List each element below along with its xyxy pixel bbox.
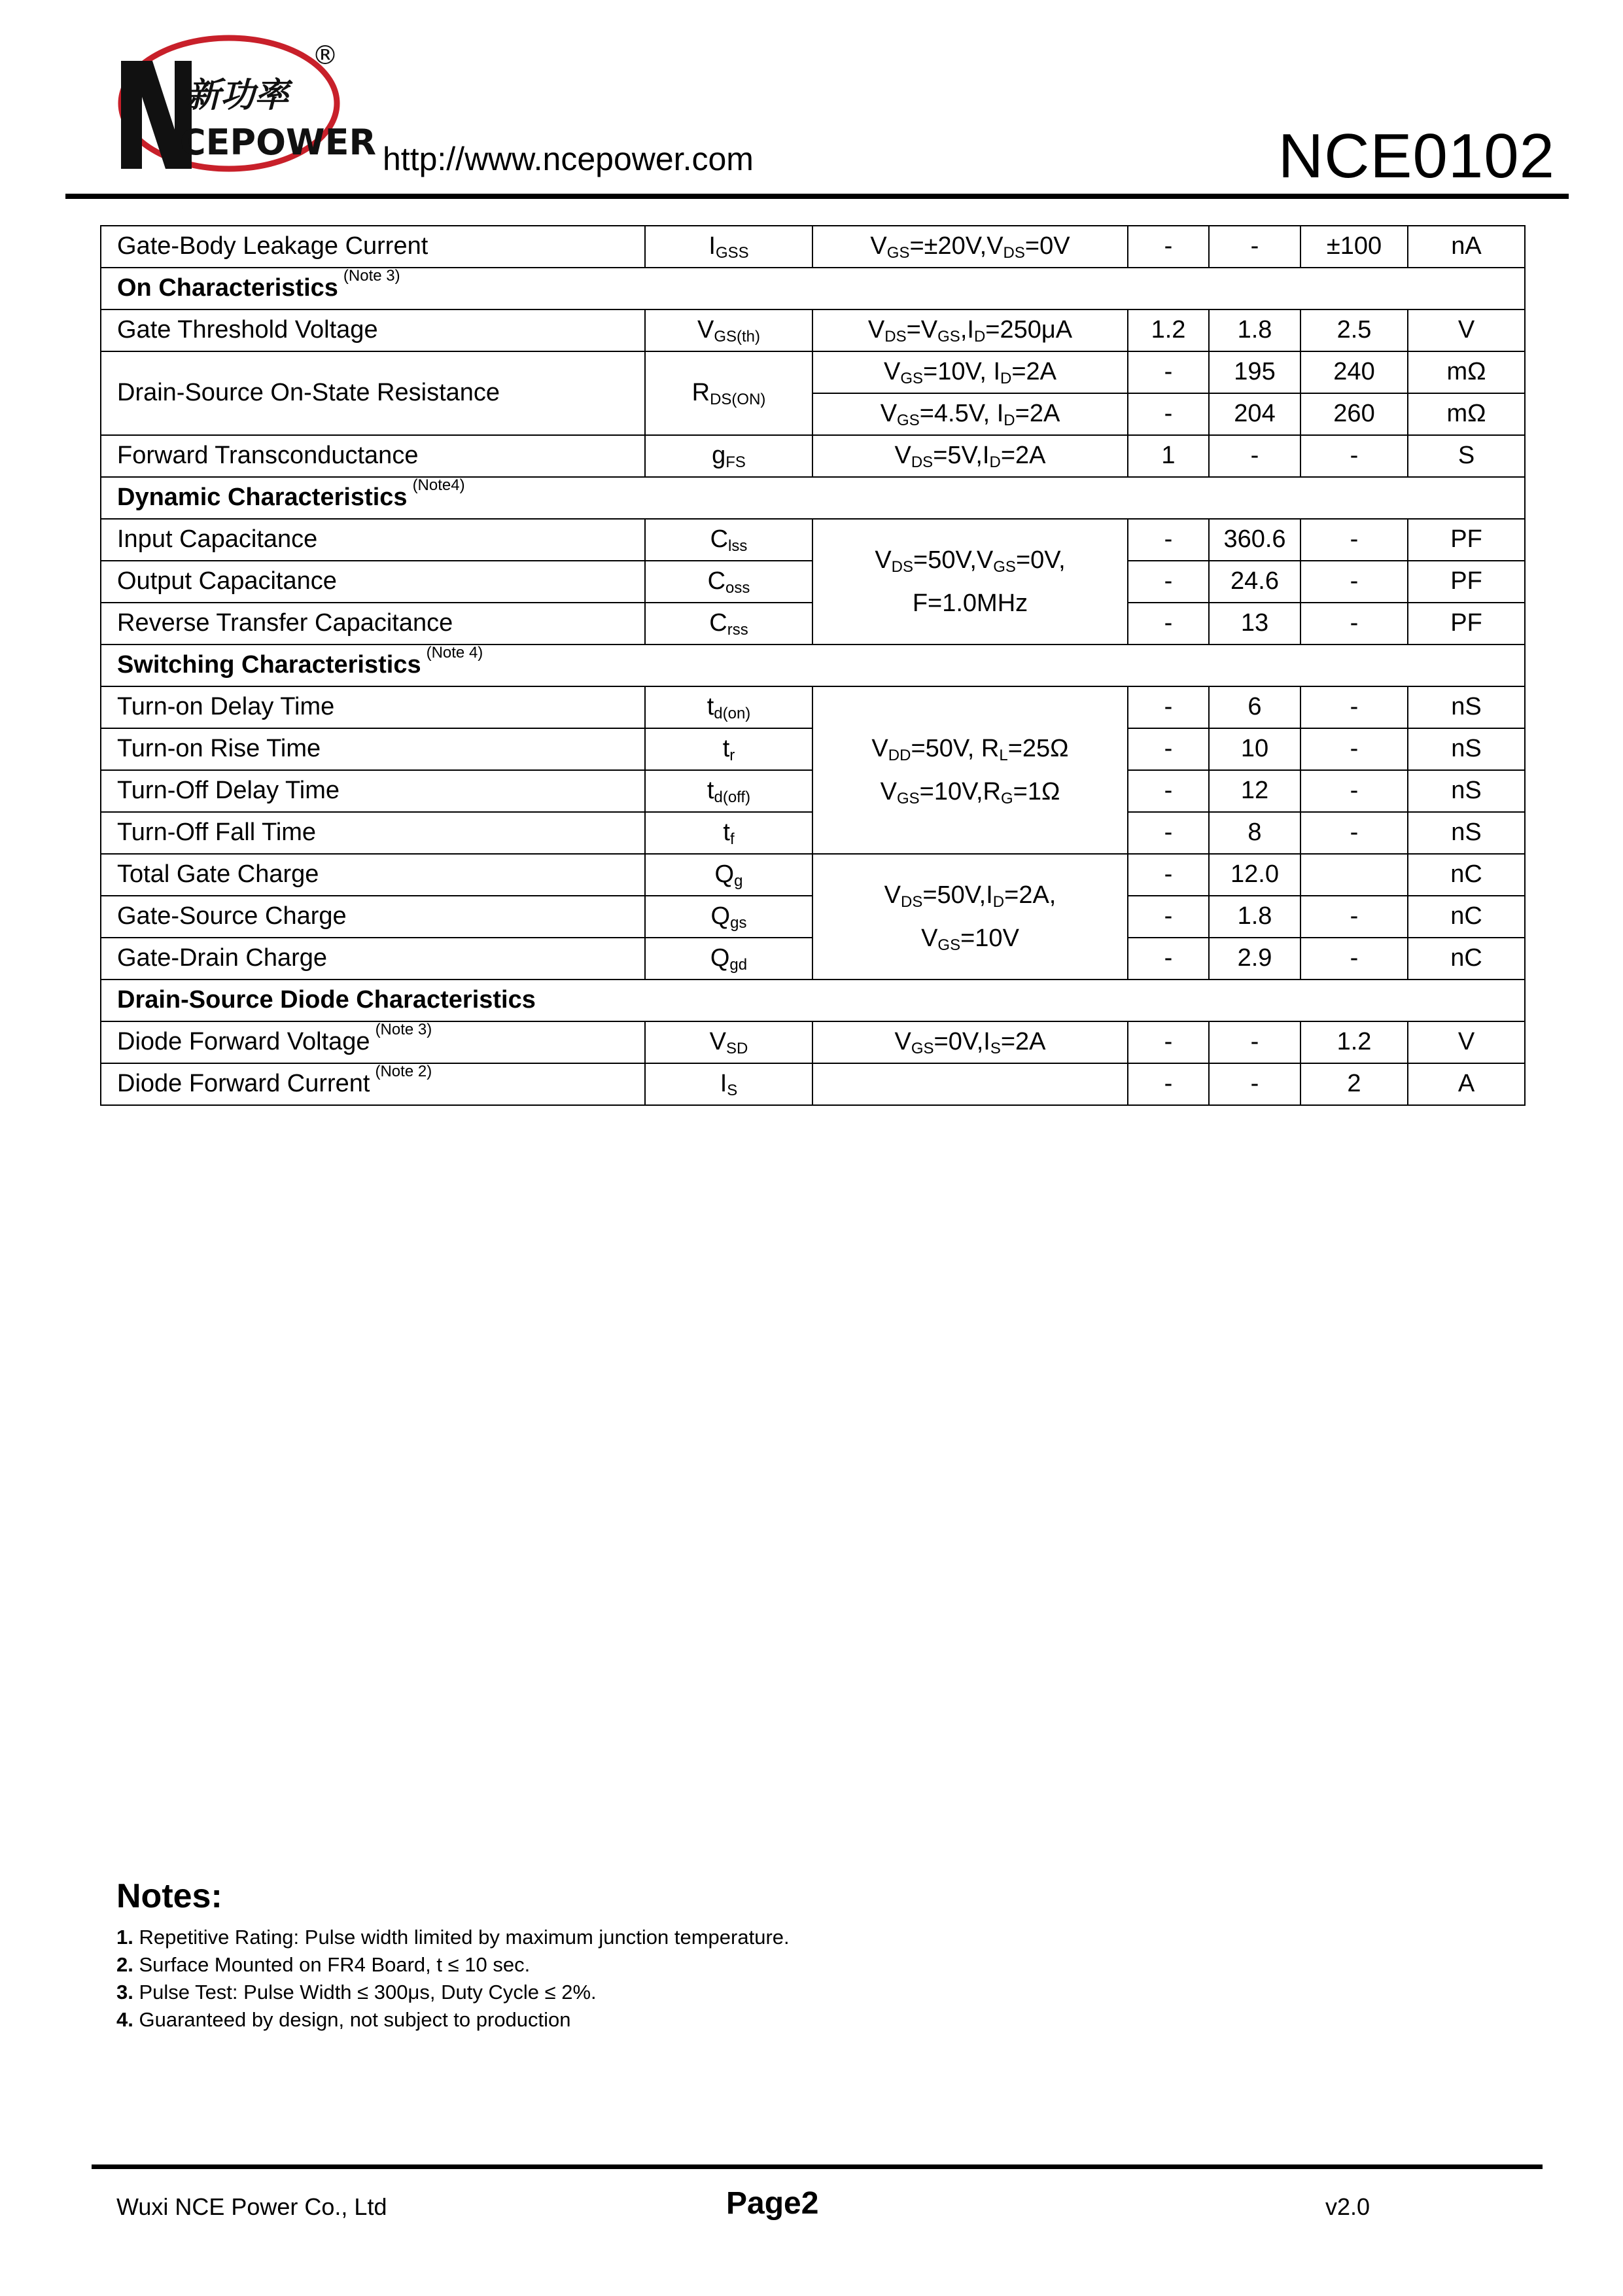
unit: nS	[1408, 686, 1525, 728]
condition: $V_{GS}=0V,I_S=2A$	[812, 1021, 1128, 1063]
min-value: -	[1128, 393, 1209, 435]
min-value: -	[1128, 812, 1209, 854]
max-value: 1.2	[1300, 1021, 1408, 1063]
max-value: 2.5	[1300, 309, 1408, 351]
notes-title: Notes:	[116, 1877, 222, 1915]
table-row	[101, 1063, 1525, 1105]
min-value: -	[1128, 770, 1209, 812]
section-row	[101, 645, 1525, 686]
section-row	[101, 477, 1525, 519]
param-name: Gate-Drain Charge	[101, 938, 645, 980]
symbol: $V_{SD}$	[645, 1021, 812, 1063]
typ-value: -	[1209, 1063, 1300, 1105]
website-url[interactable]: http://www.ncepower.com	[383, 141, 754, 177]
condition: $V_{DS}=V_{GS},I_D=250\mu A$	[812, 309, 1128, 351]
min-value: -	[1128, 854, 1209, 896]
param-name: Gate Threshold Voltage	[101, 309, 645, 351]
typ-value: 360.6	[1209, 519, 1300, 561]
typ-value: 6	[1209, 686, 1300, 728]
min-value: -	[1128, 603, 1209, 645]
section-heading: Drain-Source Diode Characteristics	[101, 980, 1525, 1021]
svg-text:®: ®	[312, 41, 338, 71]
param-name: Drain-Source On-State Resistance	[101, 351, 645, 435]
param-name: Gate-Source Charge	[101, 896, 645, 938]
min-value: -	[1128, 728, 1209, 770]
max-value: -	[1300, 728, 1408, 770]
min-value: -	[1128, 519, 1209, 561]
typ-value: 12.0	[1209, 854, 1300, 896]
max-value: -	[1300, 686, 1408, 728]
typ-value: 10	[1209, 728, 1300, 770]
typ-value: -	[1209, 1021, 1300, 1063]
unit: nS	[1408, 728, 1525, 770]
min-value: -	[1128, 561, 1209, 603]
symbol: $Q_{gd}$	[645, 938, 812, 980]
unit: nA	[1408, 226, 1525, 268]
min-value: -	[1128, 1021, 1209, 1063]
param-name: Total Gate Charge	[101, 854, 645, 896]
symbol: $R_{DS(ON)}$	[645, 351, 812, 435]
symbol: $C_{oss}$	[645, 561, 812, 603]
max-value	[1300, 854, 1408, 896]
company-logo	[114, 31, 377, 188]
section-heading: On Characteristics $^{(Note 3)}$	[101, 268, 1525, 309]
typ-value: 13	[1209, 603, 1300, 645]
unit: S	[1408, 435, 1525, 477]
note-item: 1. Repetitive Rating: Pulse width limited by maximum junction temperature.	[116, 1926, 790, 1949]
table-row	[101, 435, 1525, 477]
typ-value: 12	[1209, 770, 1300, 812]
min-value: -	[1128, 1063, 1209, 1105]
typ-value: 204	[1209, 393, 1300, 435]
condition: $V_{DS}=50V,V_{GS}=0V$, F=1.0MHz	[812, 519, 1128, 645]
notes-list	[116, 1924, 790, 2034]
table-row	[101, 226, 1525, 268]
symbol: $C_{lss}$	[645, 519, 812, 561]
max-value: -	[1300, 938, 1408, 980]
typ-value: 1.8	[1209, 896, 1300, 938]
min-value: -	[1128, 686, 1209, 728]
symbol: $V_{GS(th)}$	[645, 309, 812, 351]
unit: A	[1408, 1063, 1525, 1105]
max-value: 260	[1300, 393, 1408, 435]
unit: nC	[1408, 854, 1525, 896]
unit: mΩ	[1408, 351, 1525, 393]
footer-company: Wuxi NCE Power Co., Ltd	[116, 2193, 387, 2220]
document-version: v2.0	[1325, 2193, 1370, 2220]
table-row	[101, 351, 1525, 393]
max-value: 2	[1300, 1063, 1408, 1105]
table-row	[101, 309, 1525, 351]
param-name: Turn-on Rise Time	[101, 728, 645, 770]
max-value: -	[1300, 603, 1408, 645]
svg-text:CEPOWER: CEPOWER	[180, 122, 377, 163]
table-row	[101, 519, 1525, 561]
header-divider	[65, 194, 1569, 199]
typ-value: -	[1209, 435, 1300, 477]
typ-value: 195	[1209, 351, 1300, 393]
param-name: Diode Forward Voltage $^{(Note 3)}$	[101, 1021, 645, 1063]
typ-value: 2.9	[1209, 938, 1300, 980]
section-heading: Dynamic Characteristics $^{(Note4)}$	[101, 477, 1525, 519]
part-number: NCE0102	[1278, 121, 1555, 191]
condition: $V_{GS}=\pm 20V,V_{DS}=0V$	[812, 226, 1128, 268]
condition	[812, 1063, 1128, 1105]
param-name: Turn-Off Fall Time	[101, 812, 645, 854]
max-value: -	[1300, 435, 1408, 477]
table-row	[101, 854, 1525, 896]
unit: nS	[1408, 812, 1525, 854]
symbol: $t_r$	[645, 728, 812, 770]
max-value: -	[1300, 812, 1408, 854]
svg-text:新功率: 新功率	[186, 76, 289, 115]
param-name: Forward Transconductance	[101, 435, 645, 477]
max-value: -	[1300, 770, 1408, 812]
unit: V	[1408, 1021, 1525, 1063]
condition: $V_{DD}=50V$, $R_L=25\Omega$ $V_{GS}=10V,R_G=1\Omega$	[812, 686, 1128, 854]
note-item: 2. Surface Mounted on FR4 Board, t ≤ 10 sec.	[116, 1953, 531, 1976]
max-value: -	[1300, 896, 1408, 938]
unit: nC	[1408, 896, 1525, 938]
typ-value: 8	[1209, 812, 1300, 854]
symbol: $I_{GSS}$	[645, 226, 812, 268]
param-name: Input Capacitance	[101, 519, 645, 561]
min-value: 1.2	[1128, 309, 1209, 351]
symbol: $t_f$	[645, 812, 812, 854]
max-value: -	[1300, 561, 1408, 603]
symbol: $t_{d(on)}$	[645, 686, 812, 728]
section-row	[101, 268, 1525, 309]
condition: $V_{DS}=5V,I_D=2A$	[812, 435, 1128, 477]
note-item: 4. Guaranteed by design, not subject to production	[116, 2008, 571, 2031]
min-value: -	[1128, 351, 1209, 393]
unit: PF	[1408, 603, 1525, 645]
section-row	[101, 980, 1525, 1021]
unit: PF	[1408, 519, 1525, 561]
section-heading: Switching Characteristics $^{(Note 4)}$	[101, 645, 1525, 686]
param-name: Turn-on Delay Time	[101, 686, 645, 728]
unit: nC	[1408, 938, 1525, 980]
min-value: -	[1128, 226, 1209, 268]
param-name: Diode Forward Current $^{(Note 2)}$	[101, 1063, 645, 1105]
condition: $V_{DS}=50V,I_D=2A$, $V_{GS}=10V$	[812, 854, 1128, 980]
electrical-characteristics-table	[100, 225, 1526, 1106]
param-name: Output Capacitance	[101, 561, 645, 603]
symbol: $I_S$	[645, 1063, 812, 1105]
max-value: 240	[1300, 351, 1408, 393]
unit: V	[1408, 309, 1525, 351]
page-number: Page2	[726, 2186, 819, 2221]
param-name: Gate-Body Leakage Current	[101, 226, 645, 268]
param-name: Reverse Transfer Capacitance	[101, 603, 645, 645]
note-item: 3. Pulse Test: Pulse Width ≤ 300μs, Duty Cycle ≤ 2%.	[116, 1981, 597, 2004]
symbol: $g_{FS}$	[645, 435, 812, 477]
table-row	[101, 686, 1525, 728]
unit: nS	[1408, 770, 1525, 812]
typ-value: -	[1209, 226, 1300, 268]
min-value: -	[1128, 896, 1209, 938]
max-value: ±100	[1300, 226, 1408, 268]
symbol: $Q_g$	[645, 854, 812, 896]
condition: $V_{GS}=10V$, $I_D=2A$	[812, 351, 1128, 393]
max-value: -	[1300, 519, 1408, 561]
condition: $V_{GS}=4.5V$, $I_D=2A$	[812, 393, 1128, 435]
min-value: 1	[1128, 435, 1209, 477]
typ-value: 1.8	[1209, 309, 1300, 351]
unit: PF	[1408, 561, 1525, 603]
table-row	[101, 1021, 1525, 1063]
symbol: $t_{d(off)}$	[645, 770, 812, 812]
typ-value: 24.6	[1209, 561, 1300, 603]
min-value: -	[1128, 938, 1209, 980]
unit: mΩ	[1408, 393, 1525, 435]
symbol: $C_{rss}$	[645, 603, 812, 645]
param-name: Turn-Off Delay Time	[101, 770, 645, 812]
footer-divider	[92, 2164, 1543, 2169]
symbol: $Q_{gs}$	[645, 896, 812, 938]
